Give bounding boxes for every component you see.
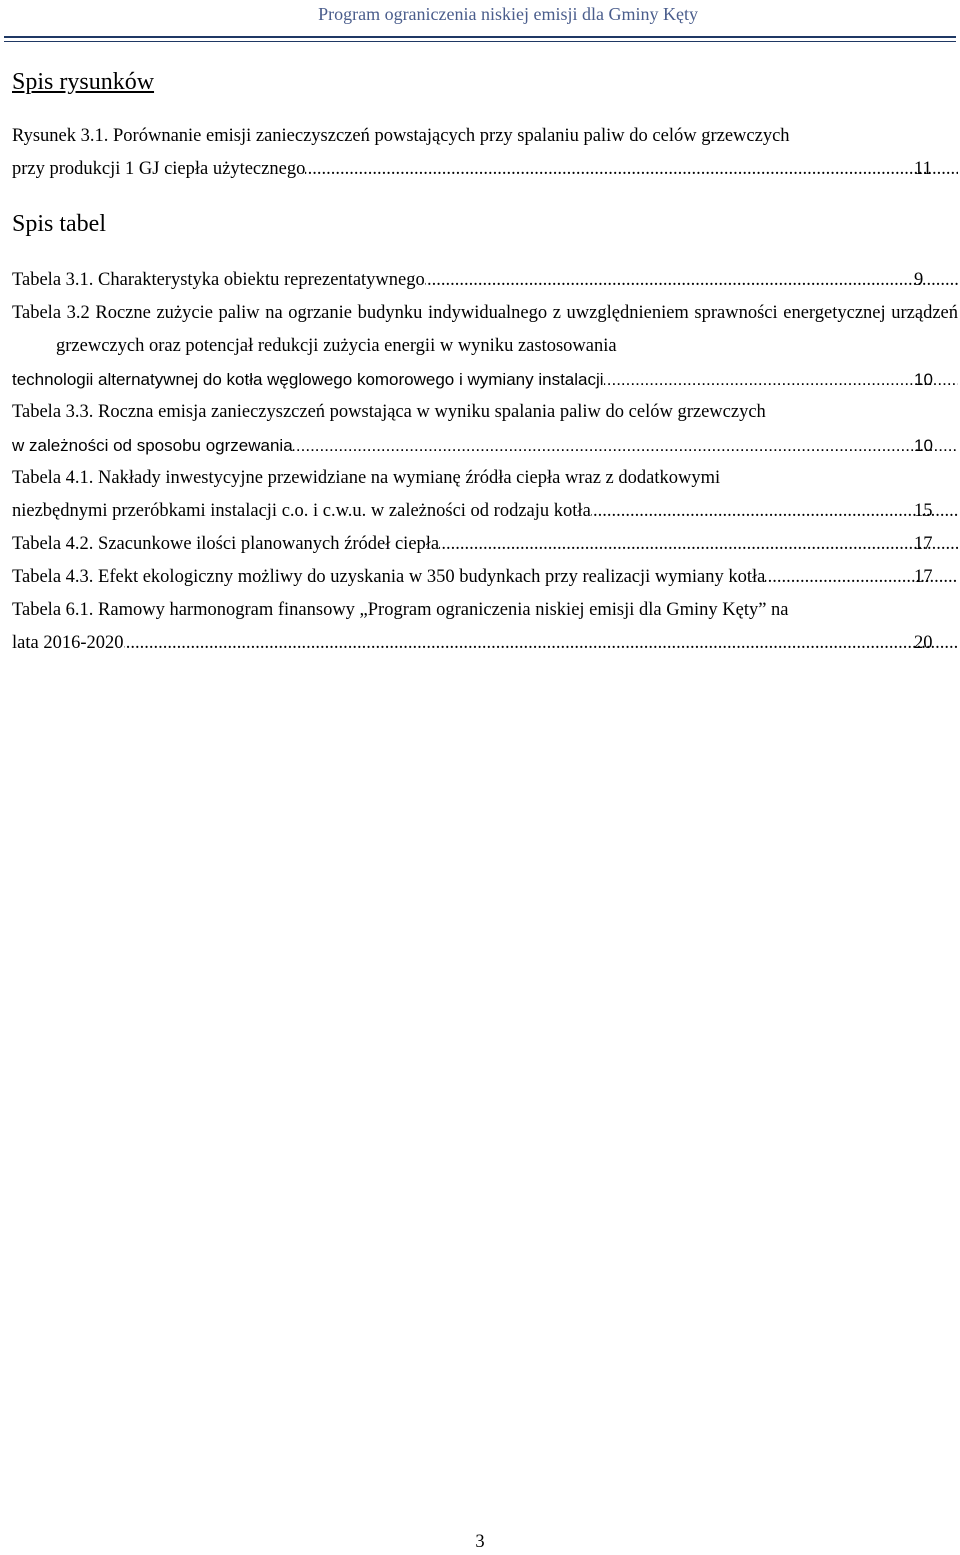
toc-entry-title: Tabela 4.2. Szacunkowe ilości planowanych źródeł ciepła [12,534,440,554]
toc-entry-tail: Tabela 4.3. Efekt ekologiczny możliwy do uzyskania w 350 budynkach przy realizacji wymiany kotła ..... 17 [56,561,958,594]
header-title: Program ograniczenia niskiej emisji dla Gminy Kęty [318,4,698,24]
toc-entry-tail: niezbędnymi przeróbkami instalacji c.o. i c.w.u. w zależności od rodzaju kotła ..... 15 [56,495,958,528]
header-rule [4,36,956,38]
toc-entry-tail: Tabela 3.1. Charakterystyka obiektu reprezentatywnego ..... 9 [56,264,958,297]
toc-entry-table-3-1[interactable] [12,264,958,297]
toc-entry-title-end: niezbędnymi przeróbkami instalacji c.o. i c.w.u. w zależności od rodzaju kotła [12,501,591,521]
document-body [12,64,958,660]
toc-entry-tail: w zależności od sposobu ogrzewania ..... 10 [56,429,958,462]
toc-entry-table-4-3[interactable] [12,561,958,594]
toc-entry-table-3-3[interactable] [12,396,958,462]
toc-entry-table-4-2[interactable] [12,528,958,561]
toc-entry-table-6-1[interactable] [12,594,958,660]
toc-leader-dots [305,153,958,186]
figures-heading[interactable]: Spis rysunków [12,69,155,95]
toc-leader-dots [124,627,959,660]
toc-entry-figure-3-1[interactable] [12,120,958,186]
toc-leader-dots [293,429,958,462]
toc-entry-title-end: przy produkcji 1 GJ ciepła użytecznego [12,159,306,179]
toc-entry-table-4-1[interactable] [12,462,958,528]
toc-entry-tail: przy produkcji 1 GJ ciepła użytecznego ..... 11 [56,153,958,186]
toc-entry-title: Tabela 3.1. Charakterystyka obiektu reprezentatywnego [12,270,425,290]
toc-leader-dots [604,363,958,396]
toc-leader-dots [439,528,958,561]
toc-entry-title-end: w zależności od sposobu ogrzewania [12,436,293,455]
toc-entry-title: Tabela 3.2 Roczne zużycie paliw na ogrzanie budynku indywidualnego z uwzględnieniem sprawności energetycznej urządzeń grzewczych oraz potencjał redukcji zużycia energii w wyniku zastosowania [12,303,958,356]
toc-entry-tail: lata 2016-2020 ..... 20 [56,627,958,660]
header-rule-thin [4,41,956,42]
toc-leader-dots [591,495,958,528]
toc-entry-title: Tabela 4.3. Efekt ekologiczny możliwy do uzyskania w 350 budynkach przy realizacji wymiany kotła [12,567,766,587]
toc-entry-title-end: technologii alternatywnej do kotła węglowego komorowego i wymiany instalacji [12,370,604,389]
toc-entry-title: Rysunek 3.1. Porównanie emisji zanieczyszczeń powstających przy spalaniu paliw do celów grzewczych [12,126,790,146]
toc-entry-tail: Tabela 4.2. Szacunkowe ilości planowanych źródeł ciepła ..... 17 [56,528,958,561]
toc-entry-title-end: lata 2016-2020 [12,633,124,653]
page-number: 3 [475,1532,485,1552]
toc-entry-title: Tabela 6.1. Ramowy harmonogram finansowy „Program ograniczenia niskiej emisji dla Gminy Kęty” na [12,600,789,620]
toc-entry-title: Tabela 3.3. Roczna emisja zanieczyszczeń powstająca w wyniku spalania paliw do celów grzewczych [12,402,766,422]
tables-heading[interactable]: Spis tabel [12,211,106,237]
toc-entry-title: Tabela 4.1. Nakłady inwestycyjne przewidziane na wymianę źródła ciepła wraz z dodatkowymi [12,468,721,488]
toc-leader-dots [425,264,958,297]
toc-entry-tail: technologii alternatywnej do kotła węglowego komorowego i wymiany instalacji ..... 10 [56,363,958,396]
page-header [0,0,960,46]
toc-entry-table-3-2[interactable] [12,297,958,396]
